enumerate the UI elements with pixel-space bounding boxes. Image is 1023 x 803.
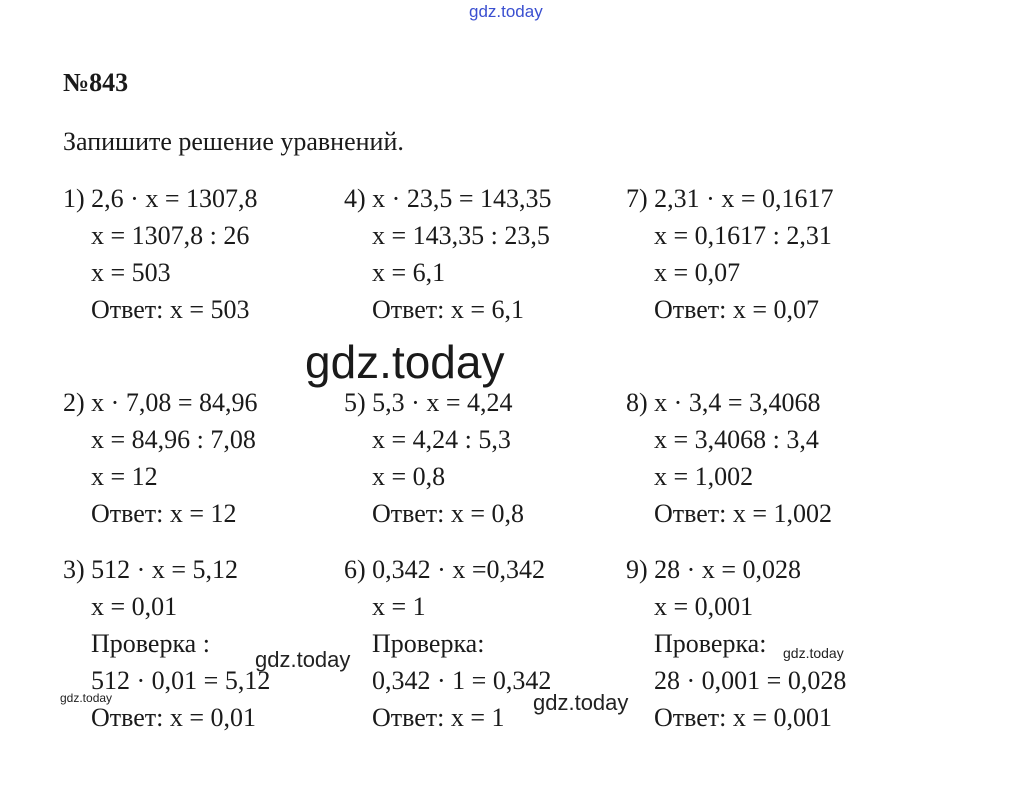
equation: 8) x · 3,4 = 3,4068 [626,388,821,417]
equation: 6) 0,342 · x =0,342 [344,555,545,584]
answer: Ответ: x = 6,1 [372,295,525,324]
solution-step: x = 0,1617 : 2,31 [654,221,832,250]
solution-step: x = 143,35 : 23,5 [372,221,550,250]
equation: 7) 2,31 · x = 0,1617 [626,184,834,213]
equation: 4) x · 23,5 = 143,35 [344,184,552,213]
answer: Ответ: x = 0,8 [372,499,525,528]
solution-step: x = 1307,8 : 26 [91,221,250,250]
check-expression: 28 · 0,001 = 0,028 [654,666,847,695]
equation: 5) 5,3 · x = 4,24 [344,388,513,417]
watermark-top: gdz.today [469,2,543,21]
solution-step: x = 1 [372,592,426,621]
solution-step: x = 0,001 [654,592,754,621]
solution-step: x = 1,002 [654,462,754,491]
check-expression: 0,342 · 1 = 0,342 [372,666,552,695]
watermark-mid-left: gdz.today [255,647,351,672]
solution-step: x = 0,07 [654,258,741,287]
watermark-mid-center: gdz.today [533,690,629,715]
answer: Ответ: x = 1,002 [654,499,833,528]
check-label: Проверка: [372,629,485,658]
solution-9 [626,551,846,736]
equation: 9) 28 · x = 0,028 [626,555,801,584]
solution-2 [63,384,257,532]
equation: 2) x · 7,08 = 84,96 [63,388,258,417]
answer: Ответ: x = 503 [91,295,250,324]
equation: 3) 512 · x = 5,12 [63,555,238,584]
watermark-small-left: gdz.today [60,691,113,705]
solution-6 [344,551,551,736]
problem-number: №843 [63,68,129,97]
solution-step: x = 503 [91,258,171,287]
check-expression: 512 · 0,01 = 5,12 [91,666,271,695]
solution-step: x = 84,96 : 7,08 [91,425,256,454]
answer: Ответ: x = 0,07 [654,295,820,324]
equation: 1) 2,6 · x = 1307,8 [63,184,258,213]
task-text: Запишите решение уравнений. [63,127,404,156]
solution-step: x = 4,24 : 5,3 [372,425,511,454]
solution-7 [626,180,833,328]
solution-step: x = 0,01 [91,592,178,621]
solution-4 [344,180,551,328]
solution-step: x = 0,8 [372,462,446,491]
check-label: Проверка : [91,629,210,658]
watermark-small-right: gdz.today [783,645,844,661]
solution-5 [344,384,524,532]
answer: Ответ: x = 12 [91,499,237,528]
answer: Ответ: x = 0,01 [91,703,257,732]
answer: Ответ: x = 1 [372,703,505,732]
check-label: Проверка: [654,629,767,658]
solution-step: x = 6,1 [372,258,446,287]
solution-step: x = 3,4068 : 3,4 [654,425,819,454]
solution-3 [63,551,270,736]
solution-1 [63,180,257,328]
solution-step: x = 12 [91,462,158,491]
watermark-large: gdz.today [305,336,505,388]
answer: Ответ: x = 0,001 [654,703,833,732]
solution-8 [626,384,832,532]
